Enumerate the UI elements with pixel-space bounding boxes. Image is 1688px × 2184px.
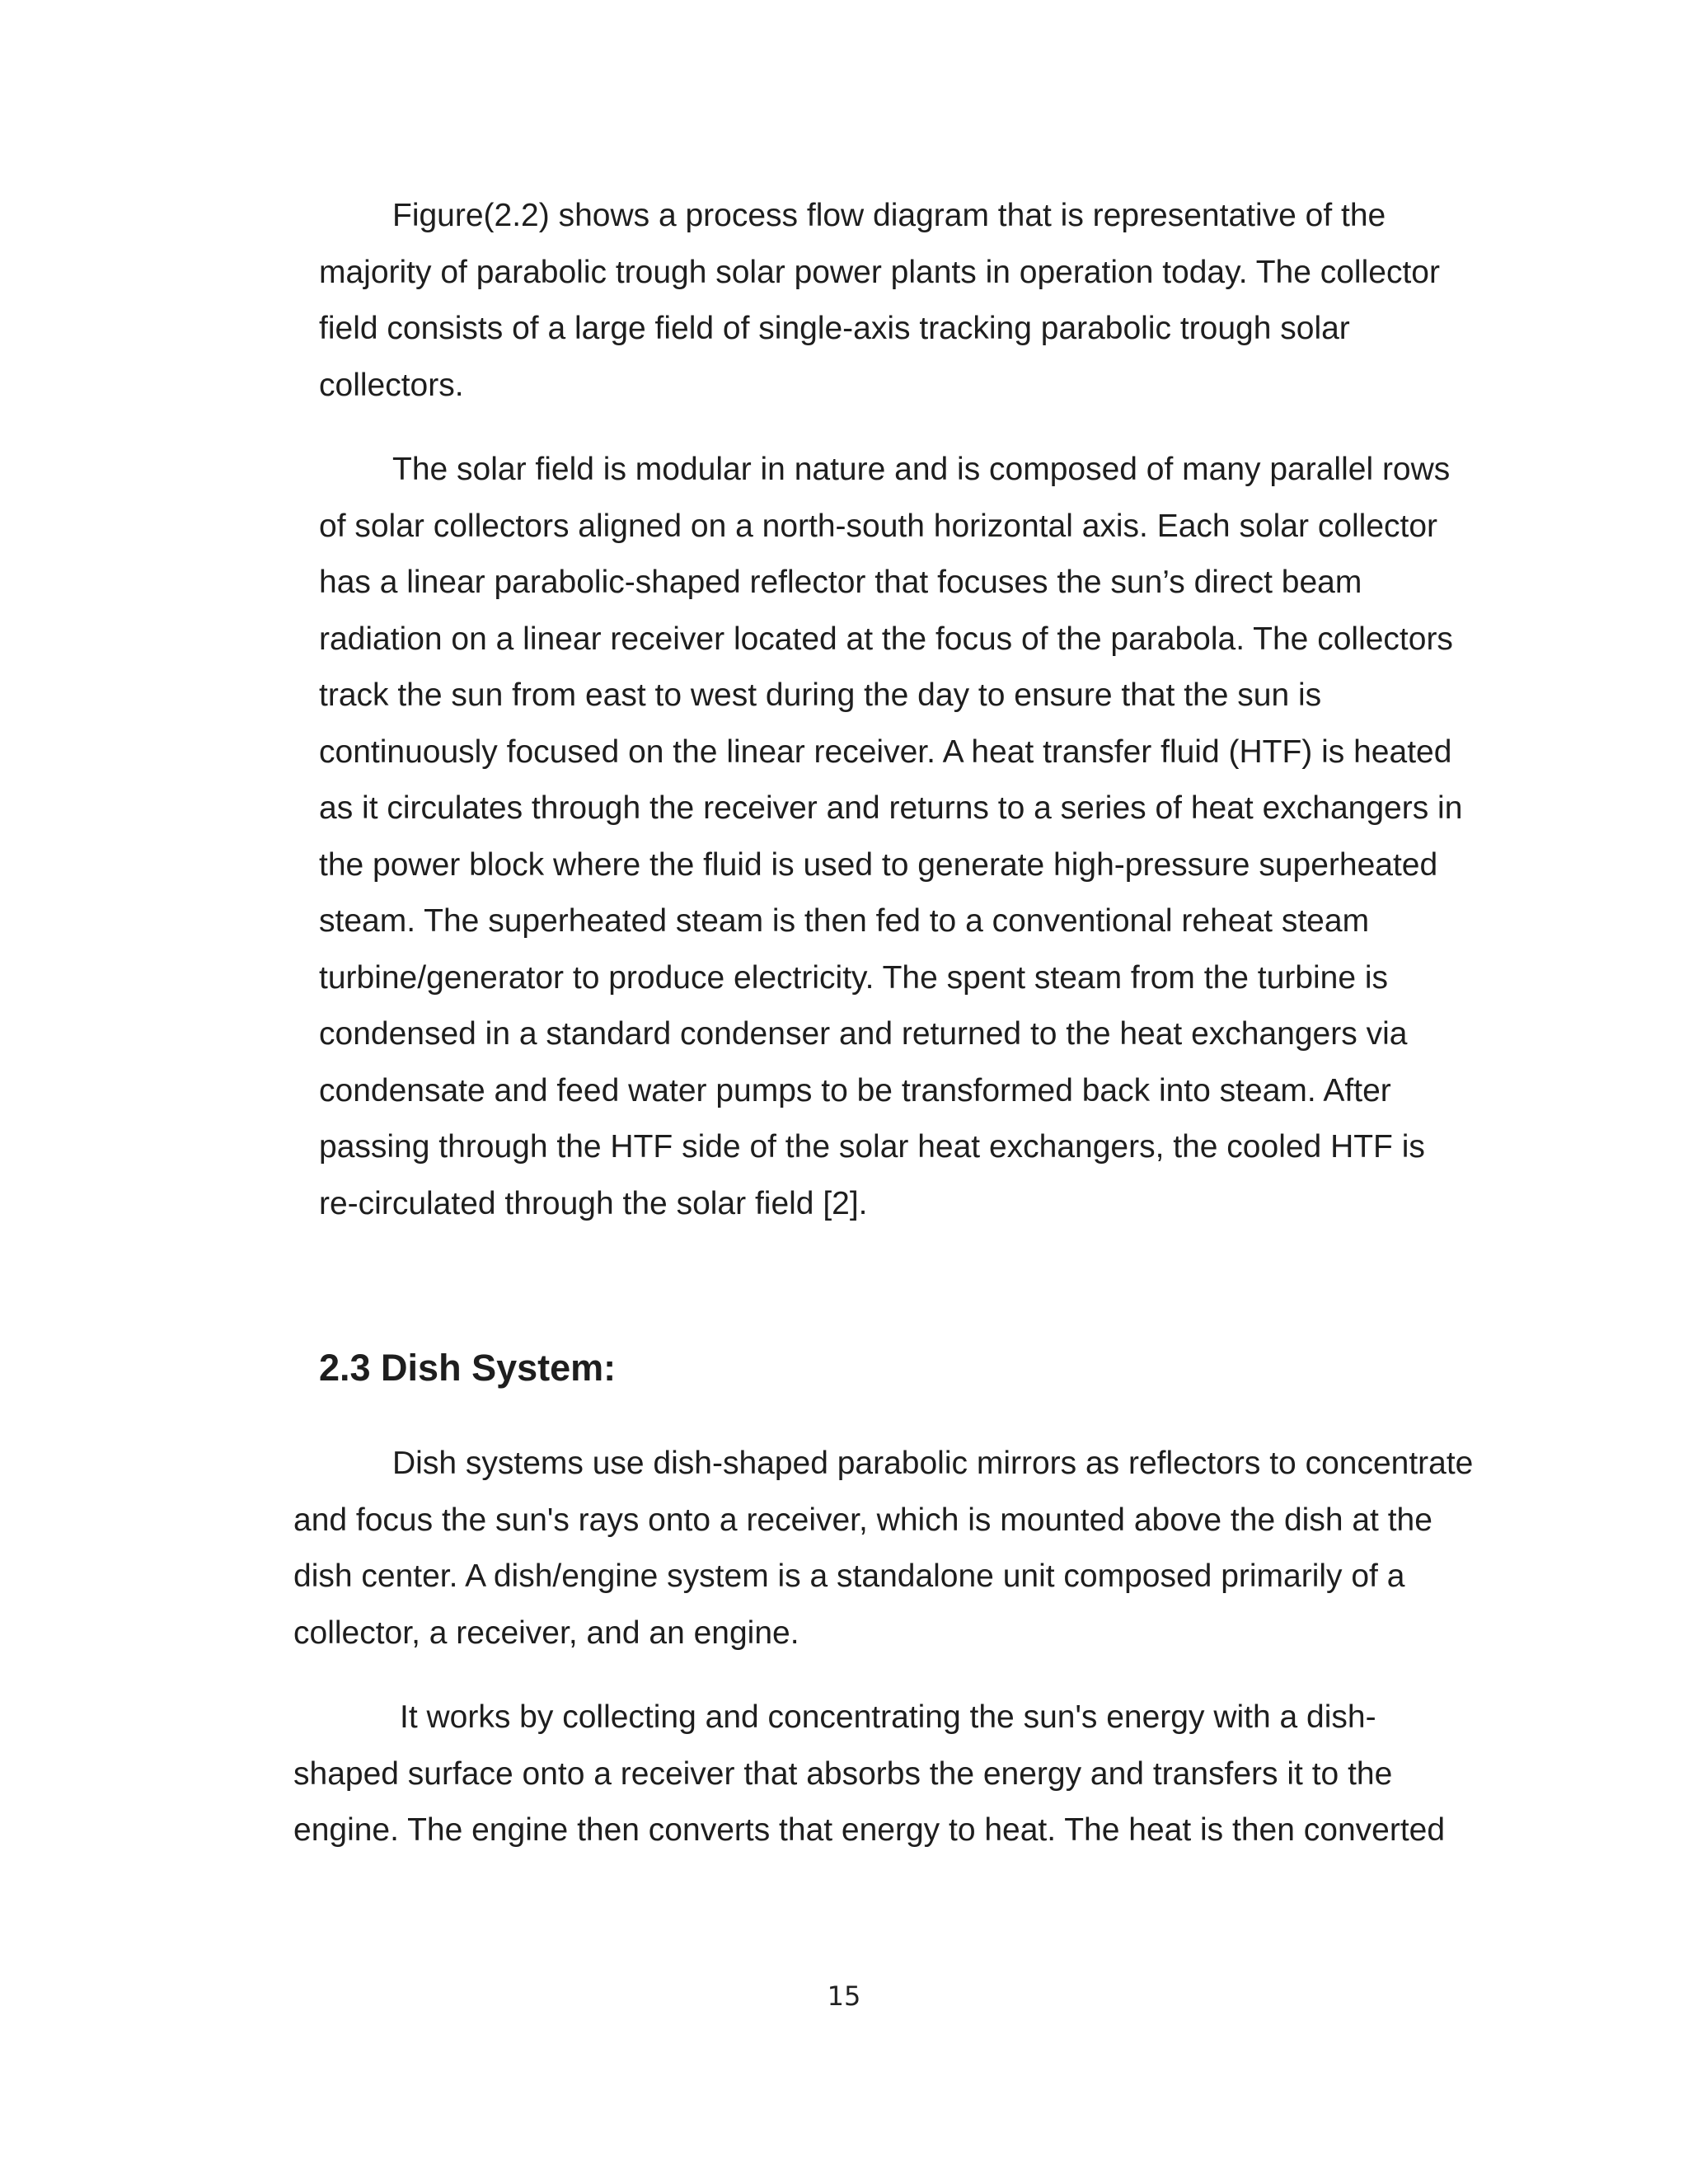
body-paragraph-solar-field: The solar field is modular in nature and is composed of many parallel rows of solar collectors aligned on a north-south horizontal axis. Each solar collector has a linear parabolic-shaped reflector that focuses the sun’s direct beam radiation on a linear receiver located at the focus of the parabola. The collectors track the sun from east to west during the day to ensure that the sun is continuously focused on the linear receiver. A heat transfer fluid (HTF) is heated as it circulates through the receiver and returns to a series of heat exchangers in the power block where the fluid is used to generate high-pressure superheated steam. The superheated steam is then fed to a conventional reheat steam turbine/generator to produce electricity. The spent steam from the turbine is condensed in a standard condenser and returned to the heat exchangers via condensate and feed water pumps to be transformed back into steam. After passing through the HTF side of the solar heat exchangers, the cooled HTF is re-circulated through the solar field [2].	[319, 452, 1463, 1221]
body-paragraph-dish-systems: Dish systems use dish-shaped parabolic mirrors as reflectors to concentrate and focus the sun's rays onto a receiver, which is mounted above the dish at the dish center. A dish/engine system is a standalone unit composed primarily of a collector, a receiver, and an engine.	[293, 1446, 1474, 1651]
page-number: 15	[827, 1980, 861, 2012]
body-paragraph-dish-operation: It works by collecting and concentrating the sun's energy with a dish-shaped surface onto a receiver that absorbs the energy and transfers it to the engine. The engine then converts that energy to heat. The heat is then converted	[293, 1699, 1446, 1848]
body-paragraph-figure-description: Figure(2.2) shows a process flow diagram that is representative of the majority of parabolic trough solar power plants in operation today. The collector field consists of a large field of single-axis tracking parabolic trough solar collectors.	[319, 198, 1440, 403]
section-heading: 2.3 Dish System:	[319, 1347, 617, 1389]
